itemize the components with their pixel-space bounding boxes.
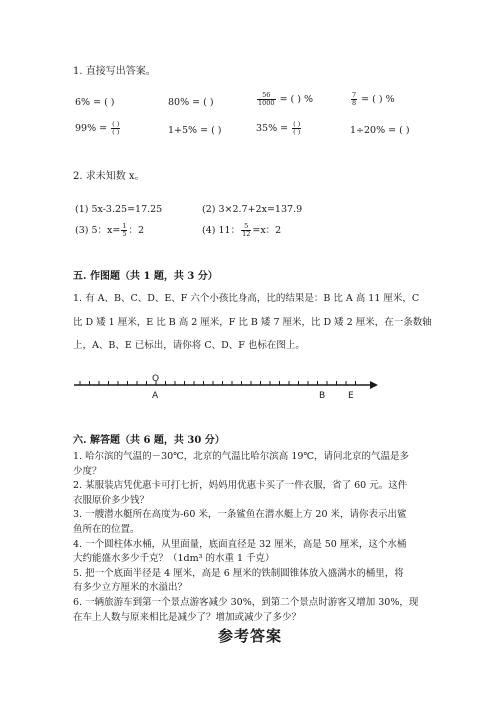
number-line [70, 370, 380, 404]
origin-label: O [152, 374, 160, 384]
fraction: $\frac{7}{8}$ [352, 91, 357, 107]
point-b-label: B [319, 391, 326, 401]
question-line: 上，A、B、E 已标出，请你将 C、D、F 也标在图上。 [73, 340, 305, 351]
question-line: 1. 哈尔滨的气温的－30℃，北京的气温比哈尔滨高 19℃，请问北京的气温是多 [73, 451, 410, 462]
question-line: 3. 一艘潜水艇所在高度为-60 米，一条鲨鱼在潜水艇上方 20 米，请你表示出鲨 [73, 509, 407, 521]
question-line: 比 D 矮 1 厘米，E 比 B 高 2 厘米，F 比 B 矮 7 厘米，比 D 矮 2 厘米，在一条数轴 [73, 316, 432, 328]
question-line: 大约能盛水多少千克？（1dm³ 的水重 1 千克） [73, 553, 275, 565]
question-line: 2. 某服装店凭优惠卡可打七折，妈妈用优惠卡买了一件衣服，省了 60 元。这件 [73, 480, 408, 492]
question-line: 4. 一个圆柱体水桶，从里面量，底面直径是 32 厘米，高是 50 厘米，这个水桶 [73, 538, 407, 550]
section6-questions [73, 450, 500, 625]
fraction: $\frac{56}{1000}$ [258, 91, 275, 107]
question-line: 少度？ [73, 465, 102, 477]
question-line: 在车上人数与原来相比是减少了？增加或减少了多少？ [73, 611, 302, 623]
fraction: $\frac{1}{5}$ [122, 222, 127, 238]
section5-heading: 五. 作图题（共 1 题，共 3 分） [73, 271, 218, 282]
section1-title: 1. 直接写出答案。 [73, 66, 156, 77]
question-line: 有多少立方厘米的水溢出？ [73, 582, 188, 594]
section5-question [73, 290, 500, 355]
axis-arrow-icon [370, 381, 378, 389]
fraction: $\frac{( )}{( )}$ [293, 120, 301, 136]
q1-item-7: 35% = $\frac{( )}{( )}$ [256, 120, 301, 136]
question-line: 5. 把一个底面半径是 4 厘米，高是 6 厘米的铁制圆锥体放入盛满水的桶里，将 [73, 567, 404, 579]
fraction: $\frac{5}{12}$ [242, 222, 251, 238]
q1-item-3: $\frac{56}{1000}$ = ( ) % [258, 91, 314, 107]
point-e-label: E [348, 391, 354, 401]
fraction: $\frac{( )}{( )}$ [112, 120, 120, 136]
q1-item-6: 1+5% = ( ) [168, 125, 222, 136]
q1-item-1: 6% = ( ) [75, 97, 115, 108]
question-line: 衣服原价多少钱？ [73, 494, 150, 506]
equation-3: (3) 5：x= $\frac{1}{5}$ ：2 [75, 222, 145, 238]
question-line: 鱼所在的位置。 [73, 523, 140, 535]
section6-heading: 六. 解答题（共 6 题，共 30 分） [73, 435, 225, 446]
q1-item-4: $\frac{7}{8}$ = ( ) % [352, 91, 395, 107]
point-a-label: A [152, 391, 159, 401]
equation-1: (1) 5x-3.25=17.25 [75, 204, 163, 215]
answers-title: 参考答案 [218, 627, 283, 645]
question-line: 6. 一辆旅游车到第一个景点游客减少 30%，到第二个景点时游客又增加 30%，现 [73, 596, 419, 608]
q1-item-2: 80% = ( ) [168, 97, 214, 108]
q1-item-8: 1÷20% = ( ) [350, 125, 410, 136]
equation-2: (2) 3×2.7+2x=137.9 [202, 204, 303, 215]
question-line: 1. 有 A、B、C、D、E、F 六个小孩比身高，比的结果是：B 比 A 高 11 厘米，C [73, 293, 420, 304]
section2-title: 2. 求未知数 x。 [73, 171, 145, 182]
q1-item-5: 99% = $\frac{( )}{( )}$ [75, 120, 120, 136]
equation-4: (4) 11： $\frac{5}{12}$ =x：2 [202, 222, 282, 238]
